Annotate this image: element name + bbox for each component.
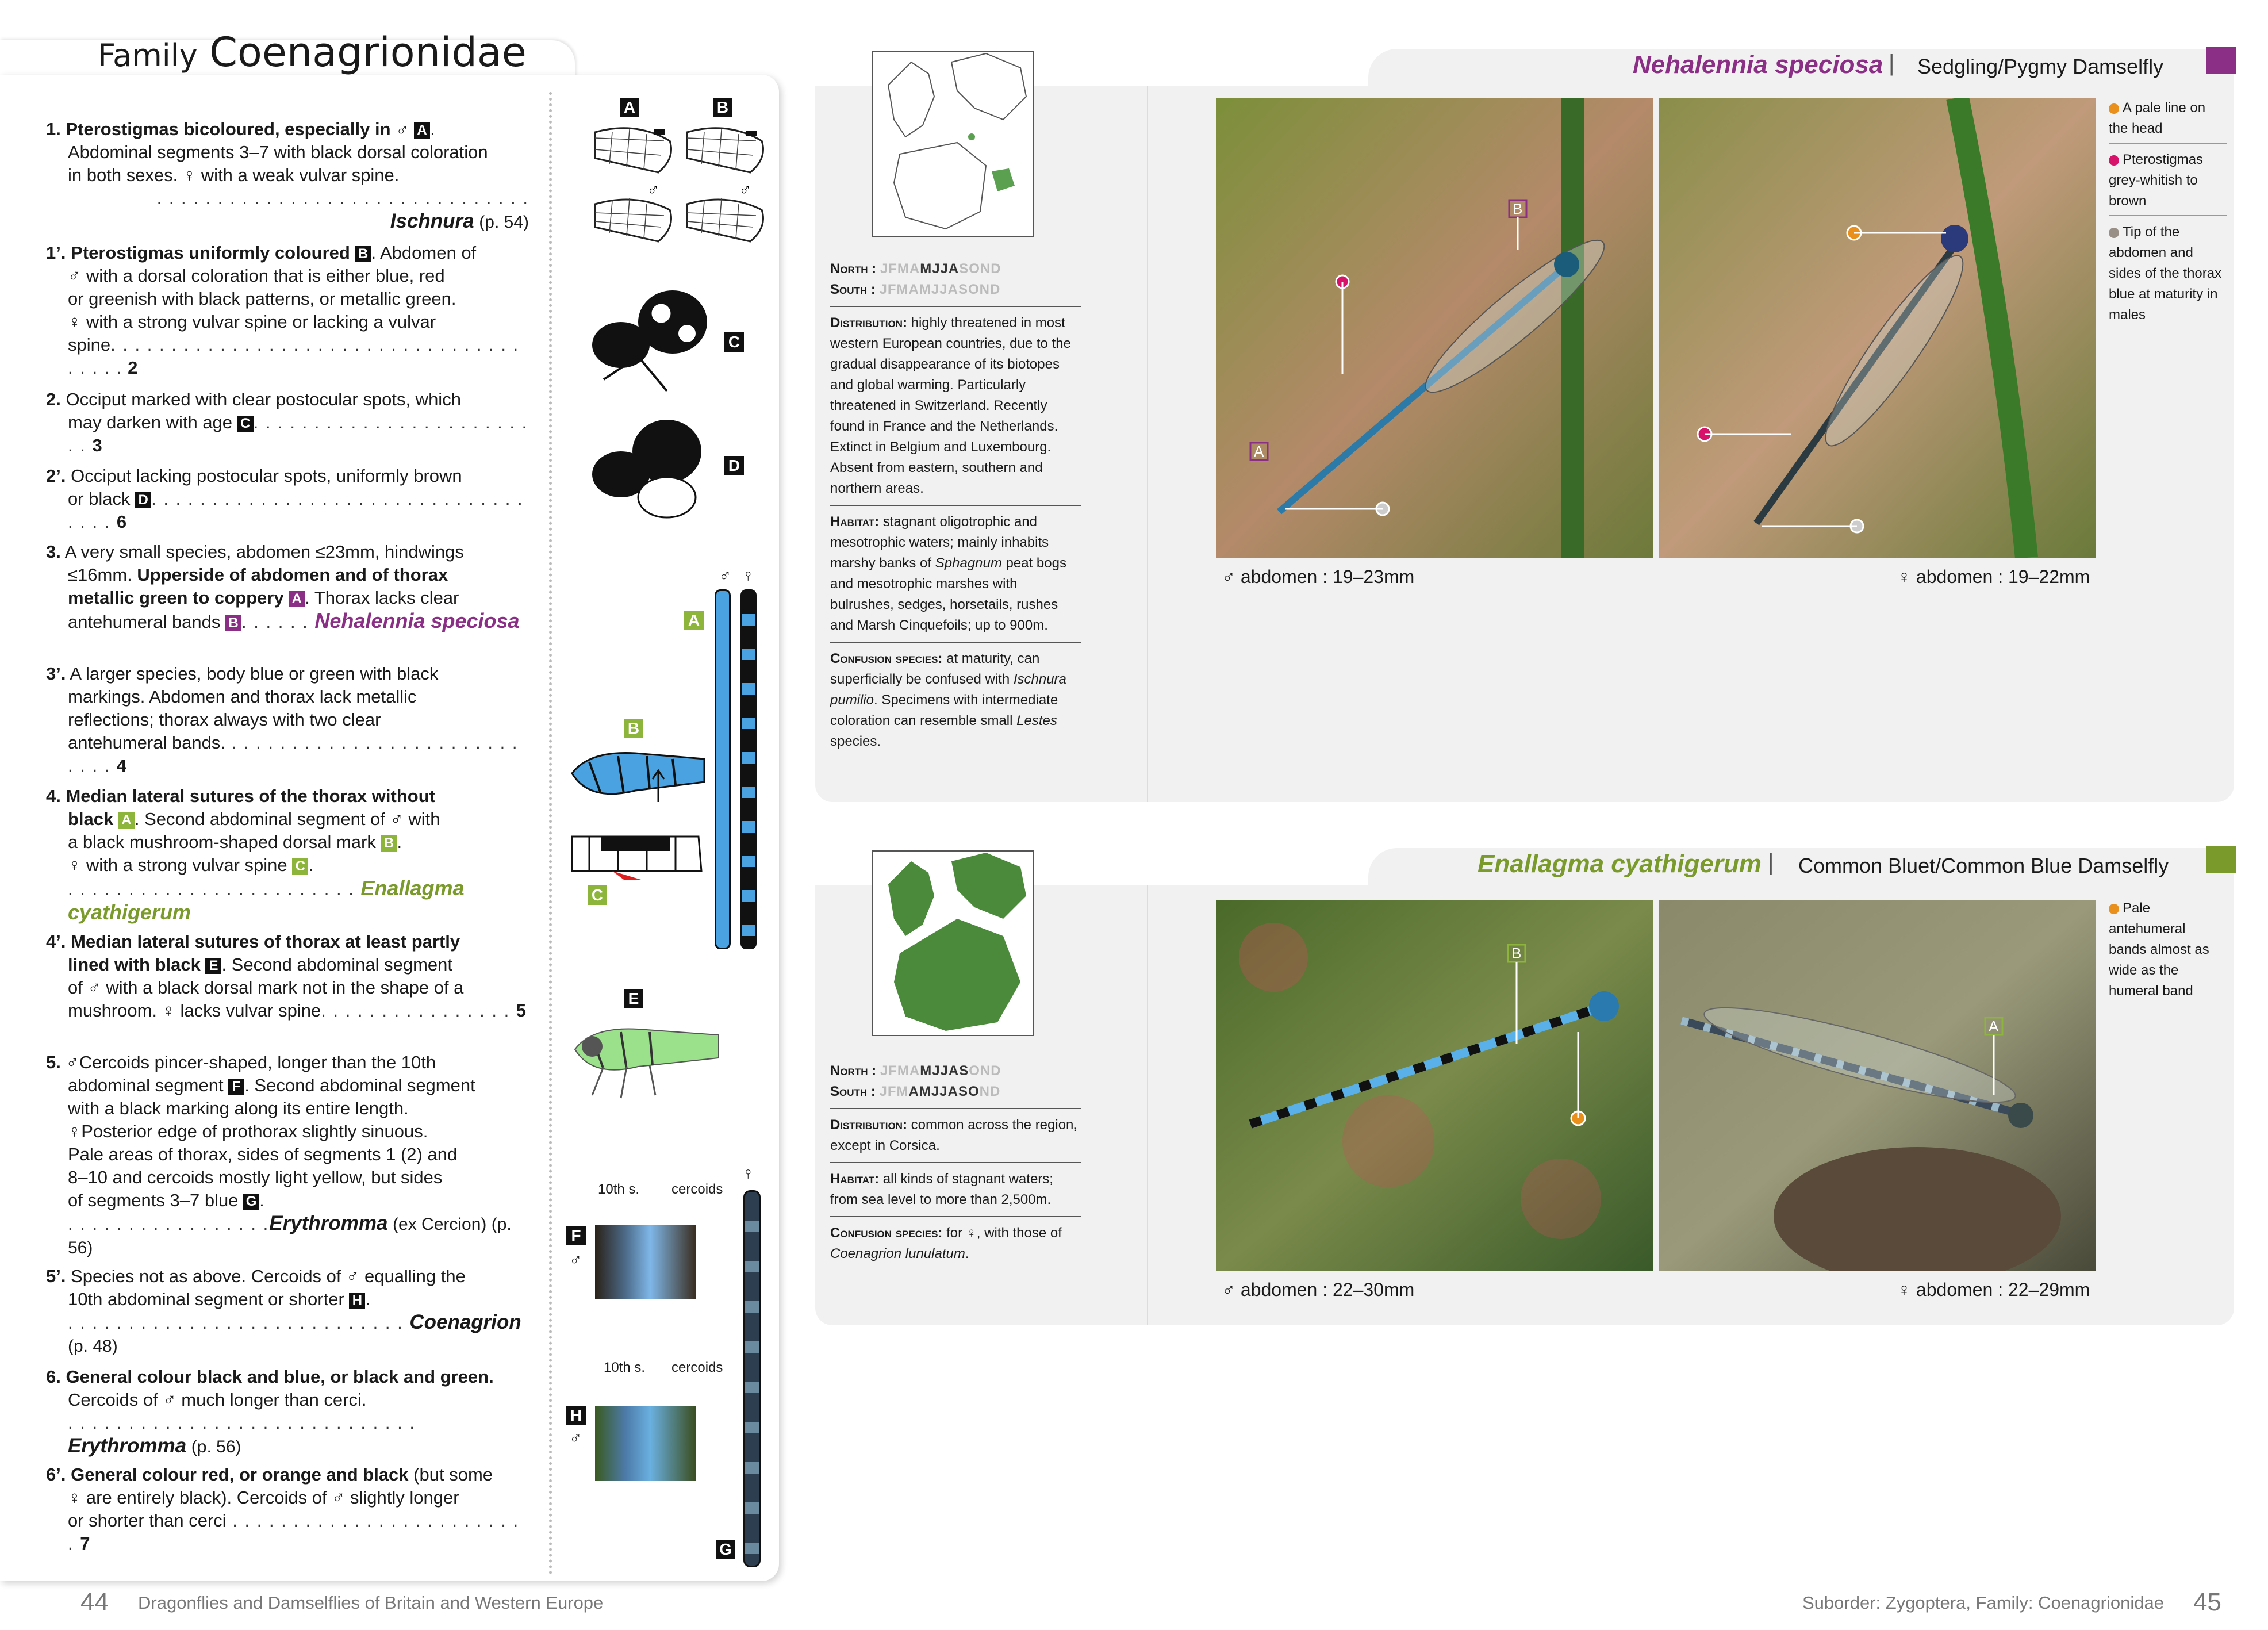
- month-letter: A: [948, 261, 960, 277]
- key-text: markings. Abdomen and thorax lack metallic: [68, 686, 417, 707]
- month-letter: O: [969, 261, 980, 277]
- family-title: [98, 29, 527, 76]
- key-1: 1. Pterostigmas bicoloured, especially in ♂ A . Abdominal segments 3–7 with black dorsal coloration in both sexes. ♀ with a weak vulvar spine. . . . . . . . . . . . . . . . . . . . . . . . . . . . . . . . Ischnura (p. 54): [46, 119, 529, 232]
- month-letter: S: [958, 282, 968, 297]
- species1-male-caption: ♂ abdomen : 19–23mm: [1222, 566, 1415, 587]
- key-text: A very small species, abdomen ≤23mm, hindwings: [64, 542, 464, 562]
- column-divider: [1147, 885, 1148, 1325]
- key-text: Pterostigmas uniformly coloured: [71, 243, 350, 263]
- figure-label-a: A: [620, 98, 639, 117]
- key-number: 5.: [46, 1052, 61, 1072]
- north-months: [880, 261, 1001, 277]
- key-text: slightly longer: [350, 1487, 459, 1508]
- female-symbol: ♀: [742, 566, 755, 585]
- figure-ref-label: C: [292, 858, 308, 875]
- month-letter: J: [931, 282, 940, 297]
- month-letter: S: [958, 1084, 968, 1099]
- key-text: Cercoids of: [68, 1390, 158, 1410]
- month-letter: A: [909, 261, 920, 277]
- key-number: 6.: [46, 1367, 61, 1387]
- cercoid-photo-f: [595, 1225, 696, 1299]
- month-letter: J: [932, 1063, 941, 1079]
- key-text: or shorter than cerci: [68, 1510, 227, 1531]
- month-letter: J: [879, 1084, 888, 1099]
- book-title: Dragonflies and Damselflies of Britain and Western Europe: [138, 1593, 604, 1613]
- month-letter: J: [880, 1063, 889, 1079]
- key-number: 3’.: [46, 663, 66, 684]
- key-text: metallic green to coppery: [68, 588, 284, 608]
- south-label: South :: [830, 1084, 876, 1099]
- month-letter: J: [940, 1063, 949, 1079]
- figure-label-c: C: [724, 332, 744, 352]
- key-text: 8–10 and cercoids mostly light yellow, but sides: [68, 1167, 443, 1187]
- key-5: 5. ♂Cercoids pincer-shaped, longer than the 10th abdominal segment F . Second abdominal segment with a black marking along its entire length. ♀Posterior edge of prothorax slightly sinuous. Pale areas of thorax, sides of segments 1 (2) and 8–10 and cercoids mostly light yellow, but sides of segments 3–7 blue G . . . . . . . . . . . . . . . . . .Erythromma (ex Cercion) (p. 56): [46, 1051, 529, 1260]
- confusion-text: species.: [830, 734, 881, 749]
- key-1b: 1’. Pterostigmas uniformly coloured B . Abdomen of ♂ with a dorsal coloration that is either blue, red or greenish with black patterns, or metallic green. ♀ with a strong vulvar spine or lacking a vulvar spine. . . . . . . . . . . . . . . . . . . . . . . . . . . . . . . . . . . . . . . 2: [46, 241, 529, 379]
- key-goto[interactable]: 7: [80, 1533, 90, 1554]
- male-symbol: ♂: [569, 1429, 582, 1448]
- species1-map: [871, 51, 1035, 237]
- abdomen-male-illustration: [715, 589, 731, 949]
- key-text: Posterior edge of prothorax slightly sinuous.: [81, 1121, 428, 1141]
- key-text: black: [68, 809, 114, 829]
- species-link[interactable]: Nehalennia speciosa: [314, 609, 520, 632]
- male-symbol: ♂: [396, 119, 409, 139]
- note-dot-icon: [2109, 228, 2119, 238]
- corner-marker: [2206, 47, 2236, 74]
- wing-illustration: [589, 124, 773, 267]
- genus-link[interactable]: Coenagrion: [409, 1311, 521, 1333]
- dotted-divider: [549, 92, 552, 1575]
- north-label: North :: [830, 1063, 877, 1079]
- key-number: 6’.: [46, 1464, 66, 1485]
- key-text: may darken with age: [68, 412, 233, 432]
- key-2: 2. Occiput marked with clear postocular spots, which may darken with age C . . . . . . . . . . . . . . . . . . . . . . . . . 3: [46, 389, 528, 455]
- month-letter: J: [932, 261, 941, 277]
- month-letter: A: [909, 1063, 920, 1079]
- thorax-a-illustration: [566, 739, 710, 819]
- family-prefix: Family: [98, 37, 198, 74]
- month-letter: O: [968, 1084, 980, 1099]
- genus-link[interactable]: Erythromma: [68, 1435, 187, 1457]
- species2-map: [871, 850, 1035, 1037]
- figure-ref-label: G: [243, 1194, 259, 1210]
- figure-ref-label: B: [381, 835, 397, 852]
- key-text: ≤16mm.: [68, 565, 132, 585]
- species1-male-photo[interactable]: [1216, 98, 1653, 558]
- key-text: antehumeral bands.: [68, 732, 226, 753]
- month-letter: A: [908, 1084, 919, 1099]
- species1-female-photo[interactable]: [1659, 98, 2096, 558]
- thorax-c-illustration: [566, 825, 710, 894]
- key-number: 2’.: [46, 466, 66, 486]
- thorax-e-illustration: [569, 1015, 730, 1101]
- distribution-text: highly threatened in most western European countries, due to the gradual disappearance of its biotopes and global warming. Particularly threatened in Switzerland. Recently found in France and the Netherlands. Extinct in Belgium and Luxembourg. Absent from eastern, southern and northern areas.: [830, 315, 1071, 496]
- key-text: . Abdomen of: [371, 243, 477, 263]
- key-text: equalling the: [364, 1266, 466, 1286]
- species1-female-caption: ♀ abdomen : 19–22mm: [1897, 566, 2090, 587]
- key-text: of: [68, 977, 83, 998]
- note-text: Tip of the abdomen and sides of the thorax blue at maturity in males: [2109, 224, 2222, 323]
- figure-ref-label: A: [414, 122, 430, 139]
- species2-common-name: Common Bluet/Common Blue Damselfly: [1798, 854, 2169, 877]
- confusion-label: Confusion species:: [830, 651, 943, 666]
- page-number-left: 44: [80, 1588, 109, 1616]
- south-months: [880, 282, 1001, 297]
- figure-label-e: E: [624, 989, 643, 1008]
- habitat-text: stagnant oligotrophic and mesotrophic waters; mainly inhabits marshy banks of: [830, 514, 1049, 571]
- month-letter: M: [919, 1084, 931, 1099]
- key-number: 5’.: [46, 1266, 66, 1286]
- cercoid-photo-h: [595, 1406, 696, 1481]
- key-text: . Thorax lacks clear: [305, 588, 459, 608]
- abdomen-female-illustration: [740, 589, 757, 949]
- key-text: or black: [68, 489, 131, 509]
- figure-ref-label: H: [349, 1293, 365, 1309]
- figure-ref-label: F: [228, 1079, 244, 1095]
- distribution-label: Distribution:: [830, 315, 907, 331]
- key-text: with a strong vulvar spine or lacking a vulvar: [86, 312, 436, 332]
- male-symbol: ♂: [569, 1251, 582, 1270]
- section-title: Suborder: Zygoptera, Family: Coenagrionidae: [1802, 1593, 2164, 1613]
- figure-label-h: H: [566, 1406, 586, 1425]
- figure-ref-label: A: [118, 812, 135, 829]
- genus-link[interactable]: Ischnura: [390, 210, 474, 232]
- month-letter: M: [896, 1084, 909, 1099]
- key-text: of segments 3–7 blue: [68, 1190, 239, 1210]
- key-text: Median lateral sutures of the thorax without: [66, 786, 435, 806]
- key-text: with a dorsal coloration that is either blue, red: [86, 266, 445, 286]
- month-letter: O: [968, 282, 980, 297]
- figure-label-d: D: [724, 456, 744, 475]
- key-3b: 3’. A larger species, body blue or green with black markings. Abdomen and thorax lack metallic reflections; thorax always with two clear antehumeral bands. . . . . . . . . . . . . . . . . . . . . . . . . . . . . 4: [46, 662, 529, 777]
- key-4b: 4’. Median lateral sutures of thorax at least partly lined with black E . Second abdominal segment of ♂ with a black dorsal mark not in the shape of a mushroom. ♀ lacks vulvar spine. . . . . . . . . . . . . . . . 5: [46, 931, 527, 1021]
- figure-label-b: B: [713, 98, 732, 117]
- figure-ref-label: C: [237, 416, 254, 432]
- month-letter: A: [947, 1084, 958, 1099]
- key-text: (but some: [413, 1464, 493, 1485]
- habitat-label: Habitat:: [830, 1171, 880, 1187]
- cercoids-label: cercoids: [671, 1360, 723, 1375]
- note-item: [2109, 149, 2227, 216]
- note-item: [2109, 98, 2227, 144]
- month-letter: J: [931, 1084, 940, 1099]
- page-ref: (p. 48): [68, 1337, 118, 1356]
- note-item: [2109, 222, 2227, 329]
- species2-male-photo[interactable]: [1216, 900, 1653, 1271]
- key-text: General colour red, or orange and black: [71, 1464, 409, 1485]
- species1-notes: [2109, 98, 2227, 335]
- key-number: 3.: [46, 542, 61, 562]
- abdomen-g-illustration: [743, 1190, 761, 1567]
- month-letter: N: [979, 282, 990, 297]
- head-c-illustration: [592, 287, 719, 402]
- species-link[interactable]: Enallagma cyathigerum: [68, 876, 465, 924]
- key-text: 10th abdominal segment or shorter: [68, 1289, 344, 1309]
- key-text: Pterostigmas bicoloured, especially in: [66, 119, 391, 139]
- north-label: North :: [830, 261, 877, 277]
- month-letter: M: [919, 282, 931, 297]
- species2-notes: [2109, 898, 2227, 1011]
- month-letter: M: [897, 1063, 909, 1079]
- habitat-text: all kinds of stagnant waters; from sea level to more than 2,500m.: [830, 1171, 1053, 1207]
- key-number: 1.: [46, 119, 61, 139]
- key-text: with a strong vulvar spine: [86, 855, 287, 875]
- svg-text:♂: ♂: [647, 181, 660, 200]
- month-letter: F: [887, 282, 897, 297]
- confusion-text: at maturity, can superficially be confused with: [830, 651, 1040, 687]
- key-text: lacks vulvar spine: [180, 1000, 321, 1021]
- key-text: mushroom.: [68, 1000, 158, 1021]
- month-letter: F: [888, 261, 897, 277]
- month-letter: N: [980, 261, 991, 277]
- key-text: are entirely black). Cercoids of: [86, 1487, 327, 1508]
- page-number-right: 45: [2193, 1588, 2221, 1616]
- figure-label-f: F: [566, 1226, 586, 1245]
- key-4: 4. Median lateral sutures of the thorax without black A . Second abdominal segment of ♂ with a black mushroom-shaped dorsal mark B . ♀ with a strong vulvar spine C . . . . . . . . . . . . . . . . . . . . . . . . . Enallagma cyathigerum: [46, 786, 465, 924]
- species2-scientific-name: Enallagma cyathigerum: [1478, 850, 1762, 878]
- tenth-segment-label: 10th s.: [598, 1182, 640, 1197]
- species1-scientific-name: Nehalennia speciosa: [1633, 51, 1883, 79]
- tag-b: B: [1511, 945, 1522, 962]
- key-text: spine: [68, 335, 111, 355]
- month-letter: A: [948, 1063, 960, 1079]
- confusion-italic: Ischnura pumilio: [830, 672, 1066, 708]
- figure-label-g: G: [716, 1540, 735, 1559]
- key-text: much longer than cerci.: [181, 1390, 367, 1410]
- page-ref: (p. 54): [479, 213, 529, 232]
- tag-b: B: [1513, 200, 1523, 217]
- family-name: Coenagrionidae: [209, 29, 527, 76]
- note-text: Pale antehumeral bands almost as wide as the humeral band: [2109, 900, 2209, 999]
- key-text: reflections; thorax always with two clear: [68, 709, 381, 730]
- month-letter: J: [939, 1084, 948, 1099]
- key-goto[interactable]: 2: [128, 358, 138, 378]
- note-text: A pale line on the head: [2109, 100, 2206, 136]
- month-letter: J: [879, 282, 888, 297]
- month-letter: D: [989, 1084, 1001, 1099]
- female-symbol: ♀: [182, 165, 197, 185]
- month-letter: N: [980, 1063, 991, 1079]
- column-divider: [1147, 86, 1148, 802]
- confusion-label: Confusion species:: [830, 1225, 943, 1241]
- key-6: 6. General colour black and blue, or black and green. Cercoids of ♂ much longer than cerci. . . . . . . . . . . . . . . . . . . . . . . . . . . . . . Erythromma (p. 56): [46, 1367, 494, 1457]
- month-letter: D: [991, 261, 1001, 277]
- month-letter: F: [887, 1084, 897, 1099]
- key-text: a black mushroom-shaped dorsal mark: [68, 832, 376, 852]
- figure-label-a-green: A: [684, 611, 704, 630]
- tenth-segment-label: 10th s.: [604, 1360, 646, 1375]
- header-separator: |: [1889, 51, 1895, 76]
- key-number: 4’.: [46, 931, 66, 952]
- key-text: Occiput lacking postocular spots, uniformly brown: [71, 466, 462, 486]
- month-letter: A: [947, 282, 958, 297]
- month-letter: F: [888, 1063, 897, 1079]
- confusion-text: for ♀, with those of: [946, 1225, 1062, 1241]
- tag-a: A: [1254, 443, 1264, 460]
- confusion-italic: Lestes: [1016, 713, 1057, 728]
- key-text: with a black dorsal mark not in the shape of a: [106, 977, 464, 998]
- north-months: [880, 1063, 1001, 1079]
- month-letter: D: [991, 1063, 1001, 1079]
- key-text: . Second abdominal segment: [244, 1075, 475, 1095]
- month-letter: J: [940, 261, 949, 277]
- habitat-label: Habitat:: [830, 514, 880, 530]
- key-text: Pale areas of thorax, sides of segments 1 (2) and: [68, 1144, 458, 1164]
- header-separator: |: [1768, 850, 1774, 875]
- key-5b: 5’. Species not as above. Cercoids of ♂ equalling the 10th abdominal segment or shorter H . . . . . . . . . . . . . . . . . . . . . . . . . . . . . Coenagrion (p. 48): [46, 1266, 521, 1356]
- species1-common-name: Sedgling/Pygmy Damselfly: [1917, 55, 2164, 78]
- figure-label-b-green: B: [624, 719, 643, 738]
- species2-female-caption: ♀ abdomen : 22–29mm: [1897, 1279, 2090, 1300]
- key-goto[interactable]: 5: [516, 1000, 527, 1021]
- key-2b: 2’. Occiput lacking postocular spots, uniformly brown or black D . . . . . . . . . . . . . . . . . . . . . . . . . . . . . . . . . . . 6: [46, 466, 524, 532]
- species2-male-caption: ♂ abdomen : 22–30mm: [1222, 1279, 1415, 1300]
- key-text: . Second abdominal segment of: [134, 809, 385, 829]
- species1-info: [830, 259, 1081, 752]
- tag-a: A: [1989, 1018, 1999, 1035]
- figure-ref-label: B: [225, 615, 241, 631]
- note-dot-icon: [2109, 155, 2119, 166]
- key-number: 4.: [46, 786, 61, 806]
- habitat-text: peat bogs and mesotrophic marshes with bulrushes, sedges, horsetails, rushes and Marsh Cinquefoils; up to 900m.: [830, 555, 1066, 633]
- note-item: [2109, 898, 2227, 1005]
- figure-ref-label: A: [289, 591, 305, 607]
- month-letter: M: [897, 261, 909, 277]
- south-label: South :: [830, 282, 876, 297]
- species2-info: North : JFMAMJJASOND South : JFMAMJJASOND Distribution: common across the region, except in Corsica. Habitat: all kinds of stagnant waters; from sea level to more than 2,500m. Confusion species: for ♀, with those of Coenagrion lunulatum.: [830, 1061, 1081, 1264]
- key-text: with a weak vulvar spine.: [201, 165, 400, 185]
- month-letter: N: [979, 1084, 990, 1099]
- key-text: Occiput marked with clear postocular spots, which: [66, 389, 461, 409]
- key-text: A larger species, body blue or green with black: [70, 663, 439, 684]
- distribution-label: Distribution:: [830, 1117, 907, 1133]
- female-symbol: ♀: [742, 1164, 755, 1183]
- key-text: antehumeral bands: [68, 612, 221, 632]
- corner-marker: [2206, 846, 2236, 873]
- south-months: [880, 1084, 1001, 1099]
- figure-label-c-green: C: [588, 885, 607, 905]
- note-text: Pterostigmas grey-whitish to brown: [2109, 152, 2204, 209]
- distribution-text: common across the region, except in Corsica.: [830, 1117, 1078, 1153]
- key-text: Abdominal segments 3–7 with black dorsal coloration: [68, 142, 488, 162]
- month-letter: J: [880, 261, 889, 277]
- figure-ref-label: B: [355, 246, 371, 262]
- key-goto[interactable]: 6: [116, 512, 127, 532]
- key-number: 1’.: [46, 243, 66, 263]
- key-text: General colour black and blue, or black and green.: [66, 1367, 494, 1387]
- month-letter: J: [939, 282, 948, 297]
- key-text: with a black marking along its entire length.: [68, 1098, 409, 1118]
- month-letter: A: [908, 282, 919, 297]
- key-text: lined with black: [68, 954, 201, 975]
- month-letter: M: [896, 282, 909, 297]
- species2-female-photo[interactable]: [1659, 900, 2096, 1271]
- key-goto[interactable]: 3: [92, 435, 102, 455]
- key-text: with: [408, 809, 440, 829]
- key-text: Species not as above. Cercoids of: [71, 1266, 341, 1286]
- svg-text:♂: ♂: [739, 181, 752, 200]
- note-dot-icon: [2109, 904, 2119, 914]
- month-letter: O: [969, 1063, 980, 1079]
- month-letter: S: [959, 1063, 969, 1079]
- month-letter: D: [989, 282, 1001, 297]
- key-text: in both sexes.: [68, 165, 178, 185]
- key-3: 3. A very small species, abdomen ≤23mm, hindwings ≤16mm. Upperside of abdomen and of thorax metallic green to coppery A . Thorax lacks clear antehumeral bands B . . . . . . Nehalennia speciosa: [46, 542, 520, 632]
- month-letter: S: [959, 261, 969, 277]
- figure-ref-label: D: [135, 492, 151, 508]
- key-text: Upperside of abdomen and of thorax: [137, 565, 448, 585]
- key-6b: 6’. General colour red, or orange and black (but some ♀ are entirely black). Cercoids of ♂ slightly longer or shorter than cerci . . . . . . . . . . . . . . . . . . . . . . . . . 7: [46, 1464, 520, 1554]
- month-letter: M: [920, 1063, 932, 1079]
- key-text: Cercoids pincer-shaped, longer than the 10th: [79, 1052, 436, 1072]
- page-ref: (ex Cercion) (p. 56): [68, 1215, 512, 1257]
- habitat-italic: Sphagnum: [935, 555, 1002, 571]
- key-text: or greenish with black patterns, or metallic green.: [68, 289, 456, 309]
- confusion-text: . Specimens with intermediate coloration can resemble small: [830, 692, 1058, 728]
- key-goto[interactable]: 4: [116, 755, 127, 776]
- cercoids-label: cercoids: [671, 1182, 723, 1197]
- note-dot-icon: [2109, 103, 2119, 114]
- key-text: abdominal segment: [68, 1075, 224, 1095]
- figure-ref-label: E: [205, 958, 221, 974]
- key-text: . Second abdominal segment: [221, 954, 452, 975]
- key-text: Median lateral sutures of thorax at least partly: [71, 931, 460, 952]
- genus-link[interactable]: Erythromma: [269, 1212, 388, 1234]
- male-symbol: ♂: [719, 566, 732, 585]
- confusion-italic: Coenagrion lunulatum: [830, 1246, 965, 1261]
- month-letter: M: [920, 261, 932, 277]
- key-number: 2.: [46, 389, 61, 409]
- page-ref: (p. 56): [191, 1437, 241, 1456]
- head-d-illustration: [592, 417, 707, 520]
